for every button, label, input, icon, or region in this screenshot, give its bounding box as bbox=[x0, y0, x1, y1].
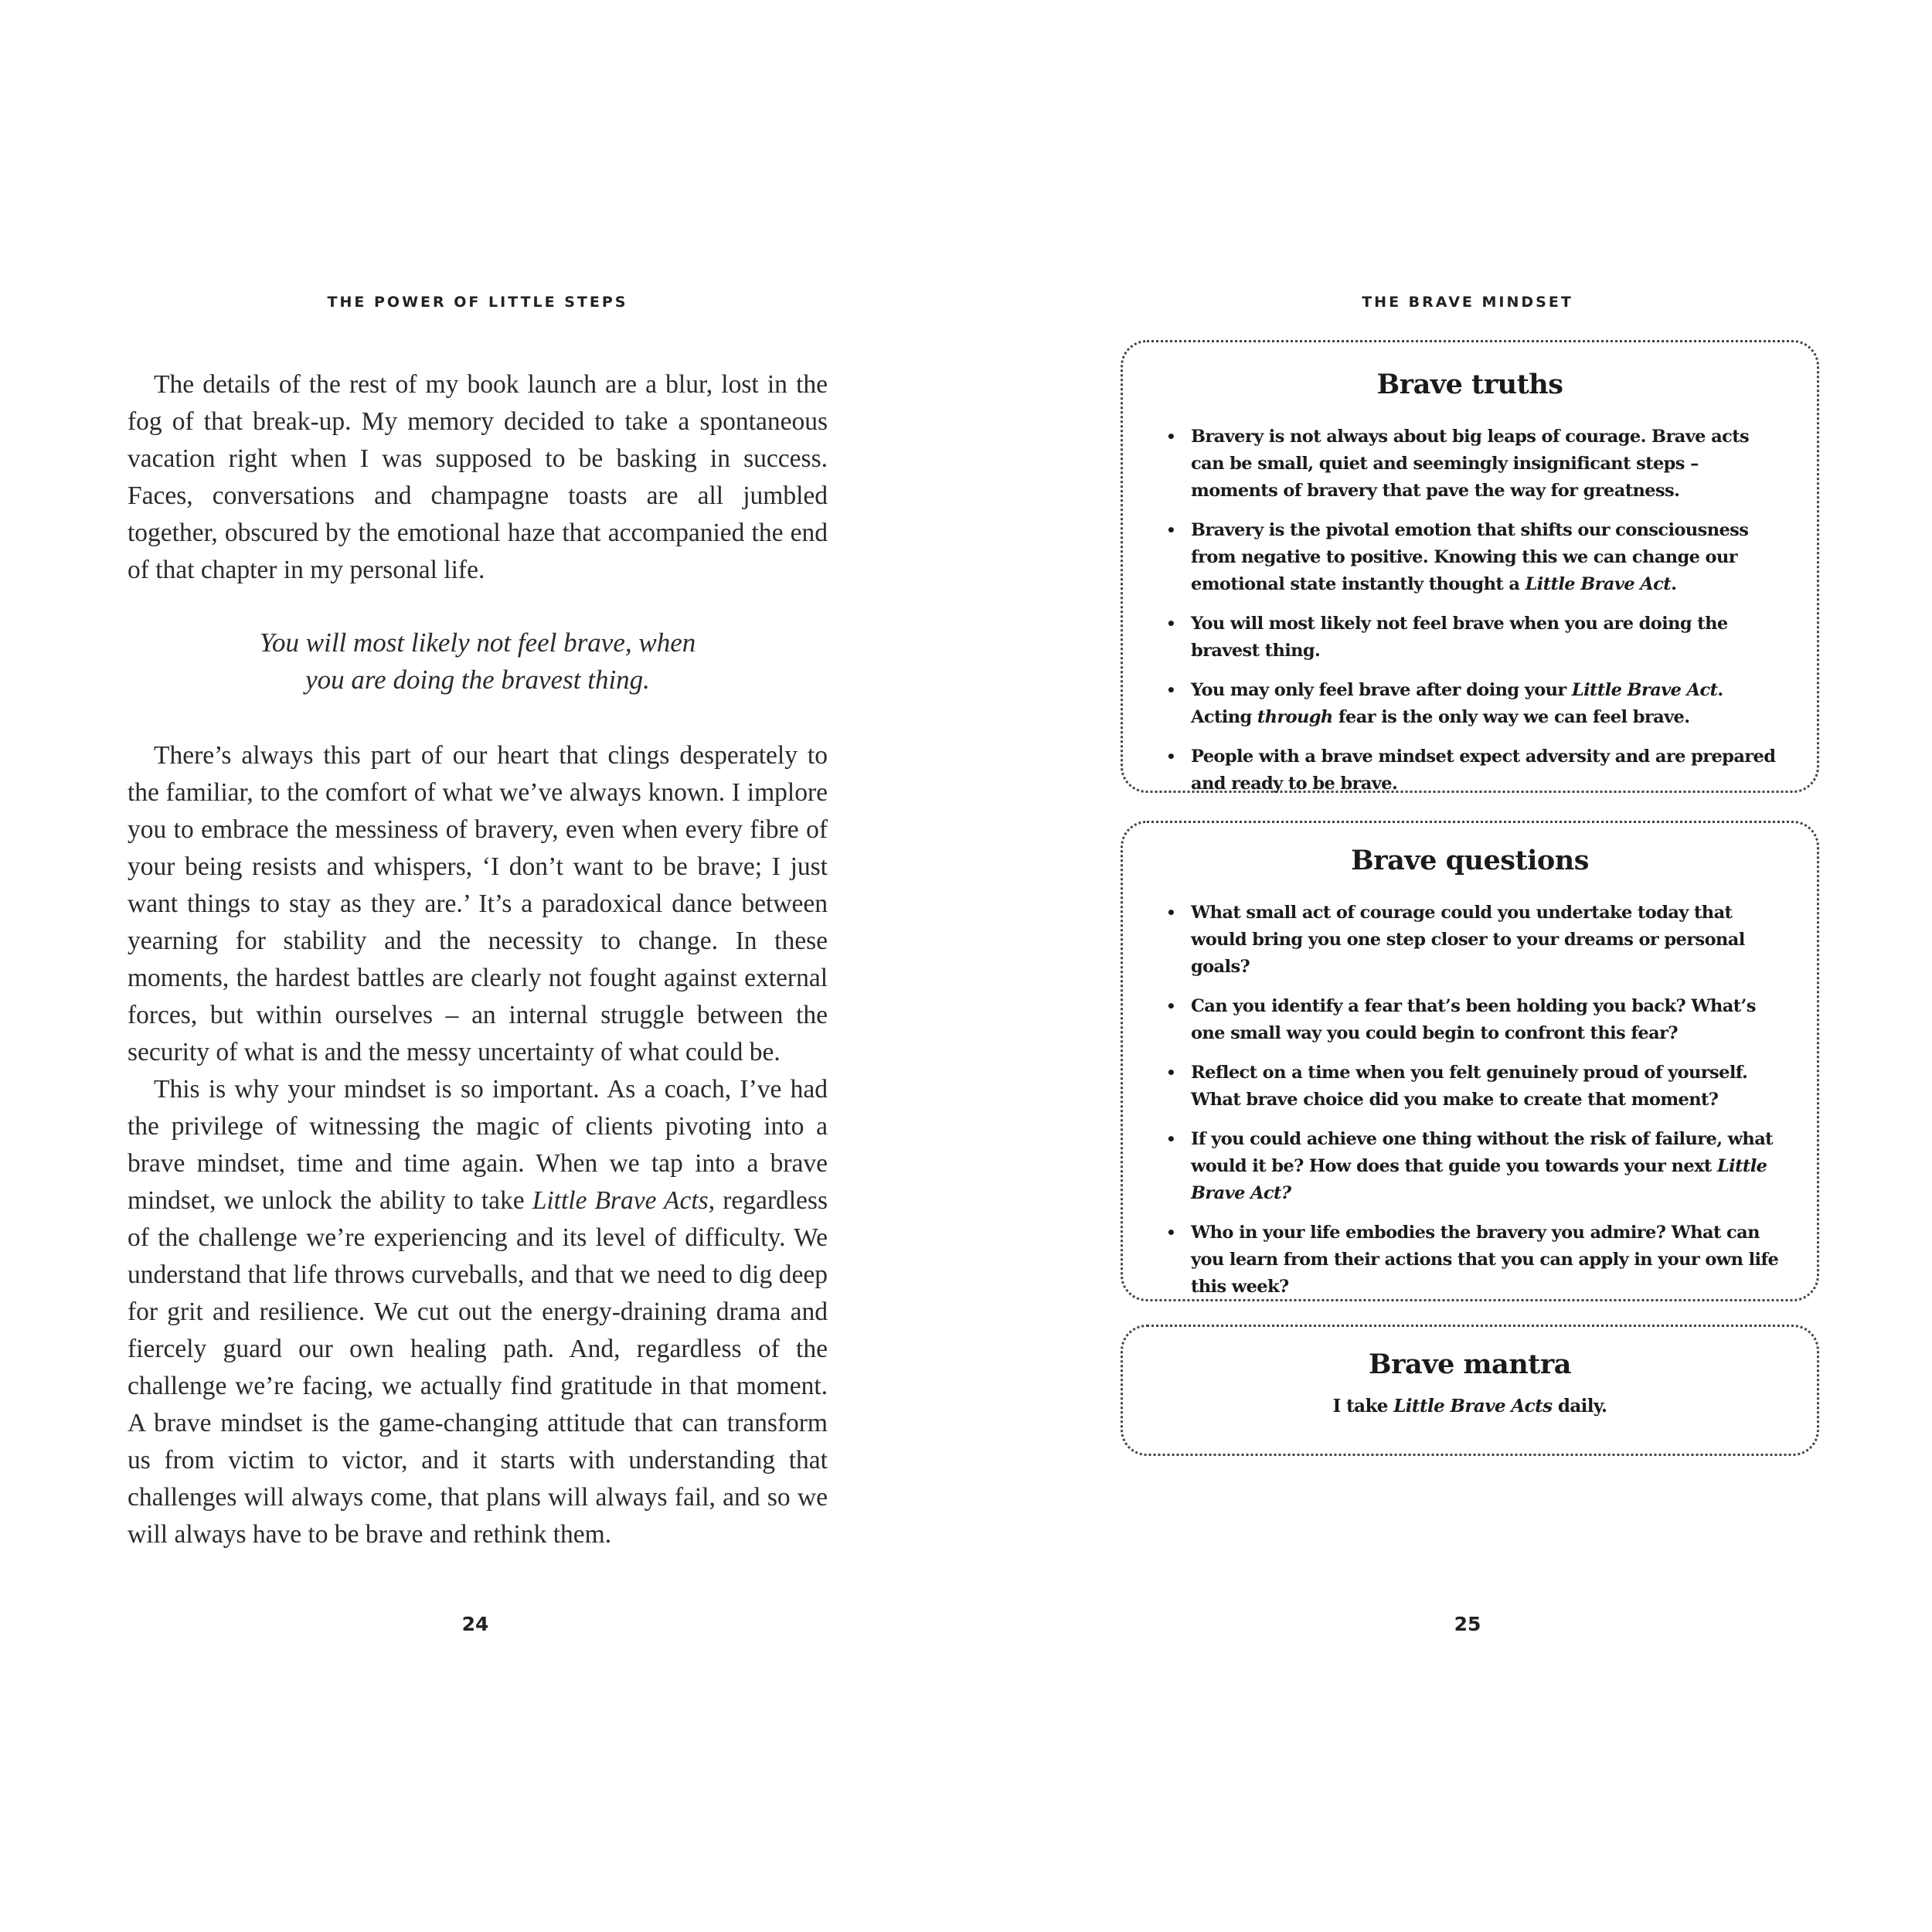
list-item-italic: through bbox=[1257, 707, 1333, 727]
list-item: • Can you identify a fear that’s been holding you back? What’s one small way you could begin to confront this fear? bbox=[1191, 993, 1787, 1047]
paragraph-3-text-a: This is why your mindset is so important. As a coach, I’ve had the privilege of witnessing the magic of clients pivoting into a brave mindset, time and time again. When we tap into a brave mindset, we unlock the ability to take bbox=[128, 1075, 828, 1215]
paragraph-3-text-b: , regardless of the challenge we’re experiencing and its level of difficulty. We understand that life throws curveballs, and that we need to dig deep for grit and resilience. We cut out the energy-draining drama and fiercely guard our own healing path. And, regardless of the challenge we’re facing, we actually find gratitude in that moment. A brave mindset is the game-changing attitude that can transform us from victim to victor, and it starts with understanding that challenges will always come, that plans will always fail, and so we will always have to be brave and rethink them. bbox=[128, 1186, 828, 1549]
brave-truths-title: Brave truths bbox=[1376, 369, 1563, 400]
mantra-text-a: I take bbox=[1332, 1396, 1394, 1417]
list-item: • What small act of courage could you undertake today that would bring you one step closer to your dreams or personal goals? bbox=[1191, 900, 1787, 981]
pull-quote-line-1: You will most likely not feel brave, when bbox=[259, 628, 696, 658]
page-number-right: 25 bbox=[1454, 1613, 1481, 1635]
list-item-text: Bravery is the pivotal emotion that shifts our consciousness from negative to positive. Knowing this we can change our emotional state instantly thought a bbox=[1191, 520, 1749, 594]
pull-quote-line-2: you are doing the bravest thing. bbox=[305, 665, 650, 695]
list-item-text: You may only feel brave after doing your bbox=[1191, 680, 1572, 700]
brave-mantra-title: Brave mantra bbox=[1369, 1349, 1571, 1380]
list-item-italic: Little Brave Act bbox=[1525, 574, 1672, 594]
list-item-italic: Little Brave Act bbox=[1571, 680, 1718, 700]
list-item-text: . Acting bbox=[1191, 680, 1723, 727]
list-item-text: fear is the only way we can feel brave. bbox=[1332, 707, 1690, 727]
paragraph-2: There’s always this part of our heart that clings desperately to the familiar, to the comfort of what we’ve always known. I implore you to embrace the messiness of bravery, even when every fibre of your being resists and whispers, ‘I don’t want to be brave; I just want things to stay as they are.’ It’s a paradoxical dance between yearning for stability and the necessity to change. In these moments, the hardest battles are clearly not fought against external forces, but within ourselves – an internal struggle between the security of what is and the messy uncertainty of what could be. bbox=[128, 741, 828, 1066]
list-item: • Who in your life embodies the bravery you admire? What can you learn from their actions that you can apply in your own life this week? bbox=[1191, 1219, 1787, 1301]
brave-mantra-box bbox=[1121, 1325, 1819, 1456]
body-text-block-2 bbox=[128, 737, 828, 1553]
list-item: • People with a brave mindset expect adversity and are prepared and ready to be brave. bbox=[1191, 743, 1787, 798]
right-page bbox=[966, 0, 1932, 1932]
brave-questions-title: Brave questions bbox=[1351, 845, 1589, 876]
list-item bbox=[1191, 677, 1787, 731]
paragraph-3-italic: Little Brave Acts bbox=[532, 1186, 709, 1215]
mantra-italic: Little Brave Acts bbox=[1393, 1396, 1553, 1417]
list-item-text: . bbox=[1671, 574, 1677, 594]
body-text-block-1 bbox=[128, 366, 828, 589]
brave-truths-list bbox=[1123, 423, 1817, 798]
paragraph-1: The details of the rest of my book launch are a blur, lost in the fog of that break-up. My memory decided to take a spontaneous vacation right when I was supposed to be basking in success. Faces, conversations and champagne toasts are all jumbled together, obscured by the emotional haze that accompanied the end of that chapter in my personal life. bbox=[128, 370, 828, 584]
list-item-text: If you could achieve one thing without the risk of failure, what would it be? How does that guide you towards your next bbox=[1191, 1129, 1773, 1176]
list-item-italic: Little Brave Act? bbox=[1191, 1156, 1767, 1203]
brave-questions-list bbox=[1123, 900, 1817, 1301]
brave-truths-box bbox=[1121, 340, 1819, 793]
brave-questions-box bbox=[1121, 821, 1819, 1301]
mantra-text-b: daily. bbox=[1552, 1396, 1607, 1417]
list-item: • Reflect on a time when you felt genuinely proud of yourself. What brave choice did you make to create that moment? bbox=[1191, 1060, 1787, 1114]
paragraph-3 bbox=[128, 1071, 828, 1553]
brave-mantra-text bbox=[1123, 1396, 1817, 1417]
list-item bbox=[1191, 517, 1787, 598]
list-item: • You will most likely not feel brave when you are doing the bravest thing. bbox=[1191, 611, 1787, 665]
list-item bbox=[1191, 1126, 1787, 1207]
running-head-left: THE POWER OF LITTLE STEPS bbox=[327, 294, 628, 311]
page-number-left: 24 bbox=[461, 1613, 489, 1635]
running-head-right: THE BRAVE MINDSET bbox=[1362, 294, 1573, 311]
pull-quote bbox=[128, 624, 828, 699]
list-item: • Bravery is not always about big leaps of courage. Brave acts can be small, quiet and seemingly insignificant steps – moments of bravery that pave the way for greatness. bbox=[1191, 423, 1787, 505]
